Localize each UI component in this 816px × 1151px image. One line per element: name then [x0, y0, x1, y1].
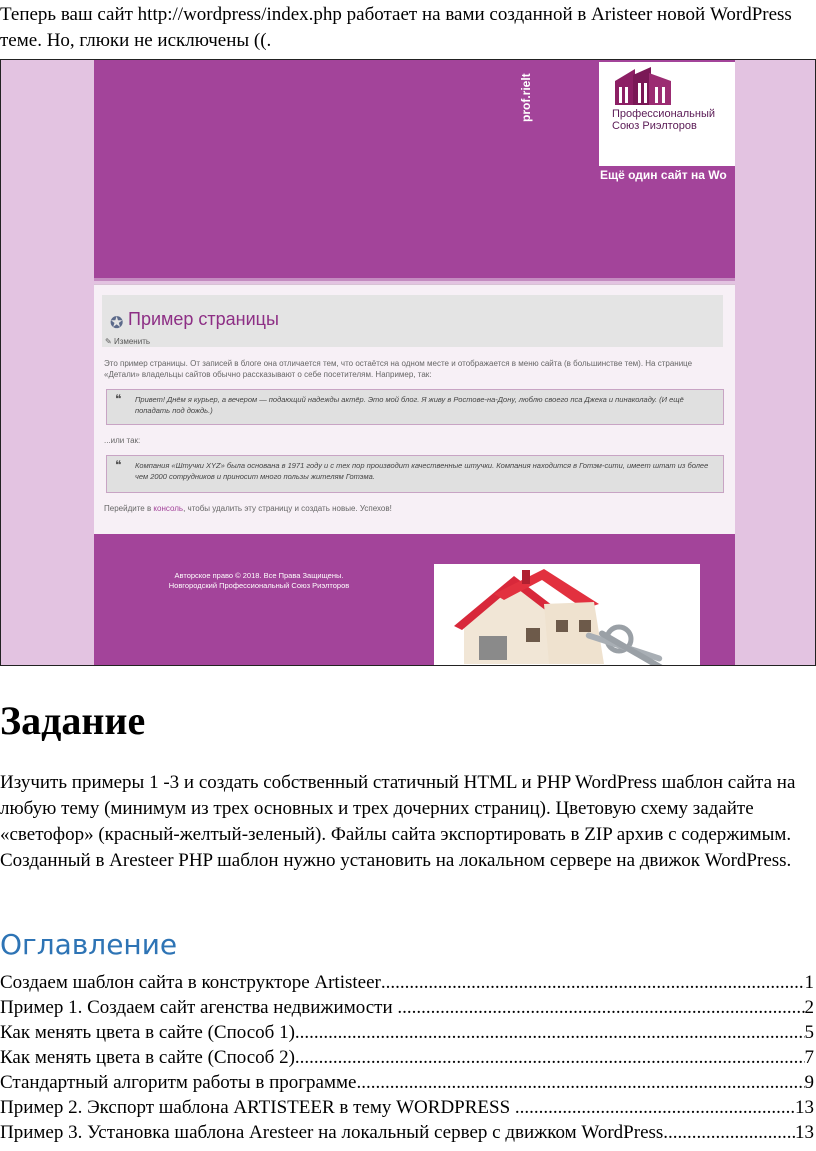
website-screenshot [0, 59, 816, 666]
toc-entry[interactable]: Пример 1. Создаем сайт агенства недвижимости ..... 2 [0, 995, 814, 1020]
site-slogan: Ещё один сайт на Wo [600, 168, 727, 182]
building-logo-icon [613, 65, 673, 107]
vertical-logo-text: prof.rielt [519, 73, 533, 122]
house-with-keys-icon [434, 564, 700, 665]
console-link[interactable]: консоль [153, 504, 184, 513]
pencil-icon: ✎ [105, 337, 112, 346]
toc-entry[interactable]: Создаем шаблон сайта в конструкторе Artisteer ..... 1 [0, 970, 814, 995]
blockquote: ❝ Компания «Штучки XYZ» была основана в 1971 году и с тех пор производит качественные штучки. Компания находится в Готэм-сити, имеет штат из более чем 2000 сотрудников и приносит много пользы жителям Готэма. [106, 455, 724, 493]
house-image [434, 564, 700, 665]
star-icon: ✪ [110, 315, 124, 332]
toc-entry[interactable]: Как менять цвета в сайте (Способ 2) ..... 7 [0, 1045, 814, 1070]
toc-entry[interactable]: Пример 3. Установка шаблона Aresteer на локальный сервер с движком WordPress ..... 13 [0, 1120, 814, 1145]
toc-entry[interactable]: Стандартный алгоритм работы в программе ..... 9 [0, 1070, 814, 1095]
console-hint: Перейдите в консоль, чтобы удалить эту страницу и создать новые. Успехов! [104, 504, 392, 513]
table-of-contents [0, 970, 814, 1145]
intro-text: Это пример страницы. От записей в блоге она отличается тем, что остаётся на одном месте и отображается в меню сайта (в большинстве тем). На странице «Детали» владельцы сайтов обычно рассказывают о себе посетителям. Например, так: [104, 359, 693, 379]
site-footer [94, 534, 735, 665]
task-heading: Задание [0, 698, 146, 743]
title-bar [102, 295, 723, 347]
copyright-text: Авторское право © 2018. Все Права Защищены. Новгородский Профессиональный Союз Риэлторов [168, 571, 350, 590]
site-logo [599, 62, 735, 166]
quote-icon: ❝ [115, 458, 122, 472]
task-description: Изучить примеры 1 -3 и создать собственный статичный HTML и PHP WordPress шаблон сайта на любую тему (минимум из трех основных и трех дочерних страниц). Цветовую схему задайте «светофор» (красный-желтый-зеленый). Файлы сайта экспортировать в ZIP архив с содержимым. Созданный в Aresteer PHP шаблон нужно установить на локальном сервере на движок WordPress. [0, 772, 796, 871]
quote-icon: ❝ [115, 392, 122, 406]
toc-entry[interactable]: Как менять цвета в сайте (Способ 1) ..... 5 [0, 1020, 814, 1045]
page-content [94, 284, 735, 535]
intro-paragraph: Теперь ваш сайт http://wordpress/index.php работает на вами созданной в Aristeer новой WordPress теме. Но, глюки не исключены ((. [0, 4, 792, 51]
header-bottom-strip [94, 220, 735, 281]
logo-text: Профессиональный Союз Риэлторов [612, 108, 716, 132]
or-text: ...или так: [104, 436, 141, 445]
toc-entry[interactable]: Пример 2. Экспорт шаблона ARTISTEER в тему WORDPRESS ..... 13 [0, 1095, 814, 1120]
page-title: Пример страницы [128, 309, 279, 329]
blockquote: ❝ Привет! Днём я курьер, а вечером — подающий надежды актёр. Это мой блог. Я живу в Ростове-на-Дону, люблю своего пса Джека и пинаколаду. (И ещё попадать под дождь.) [106, 389, 724, 425]
toc-heading: Оглавление [0, 928, 178, 961]
edit-link[interactable]: ✎ Изменить [105, 337, 151, 346]
